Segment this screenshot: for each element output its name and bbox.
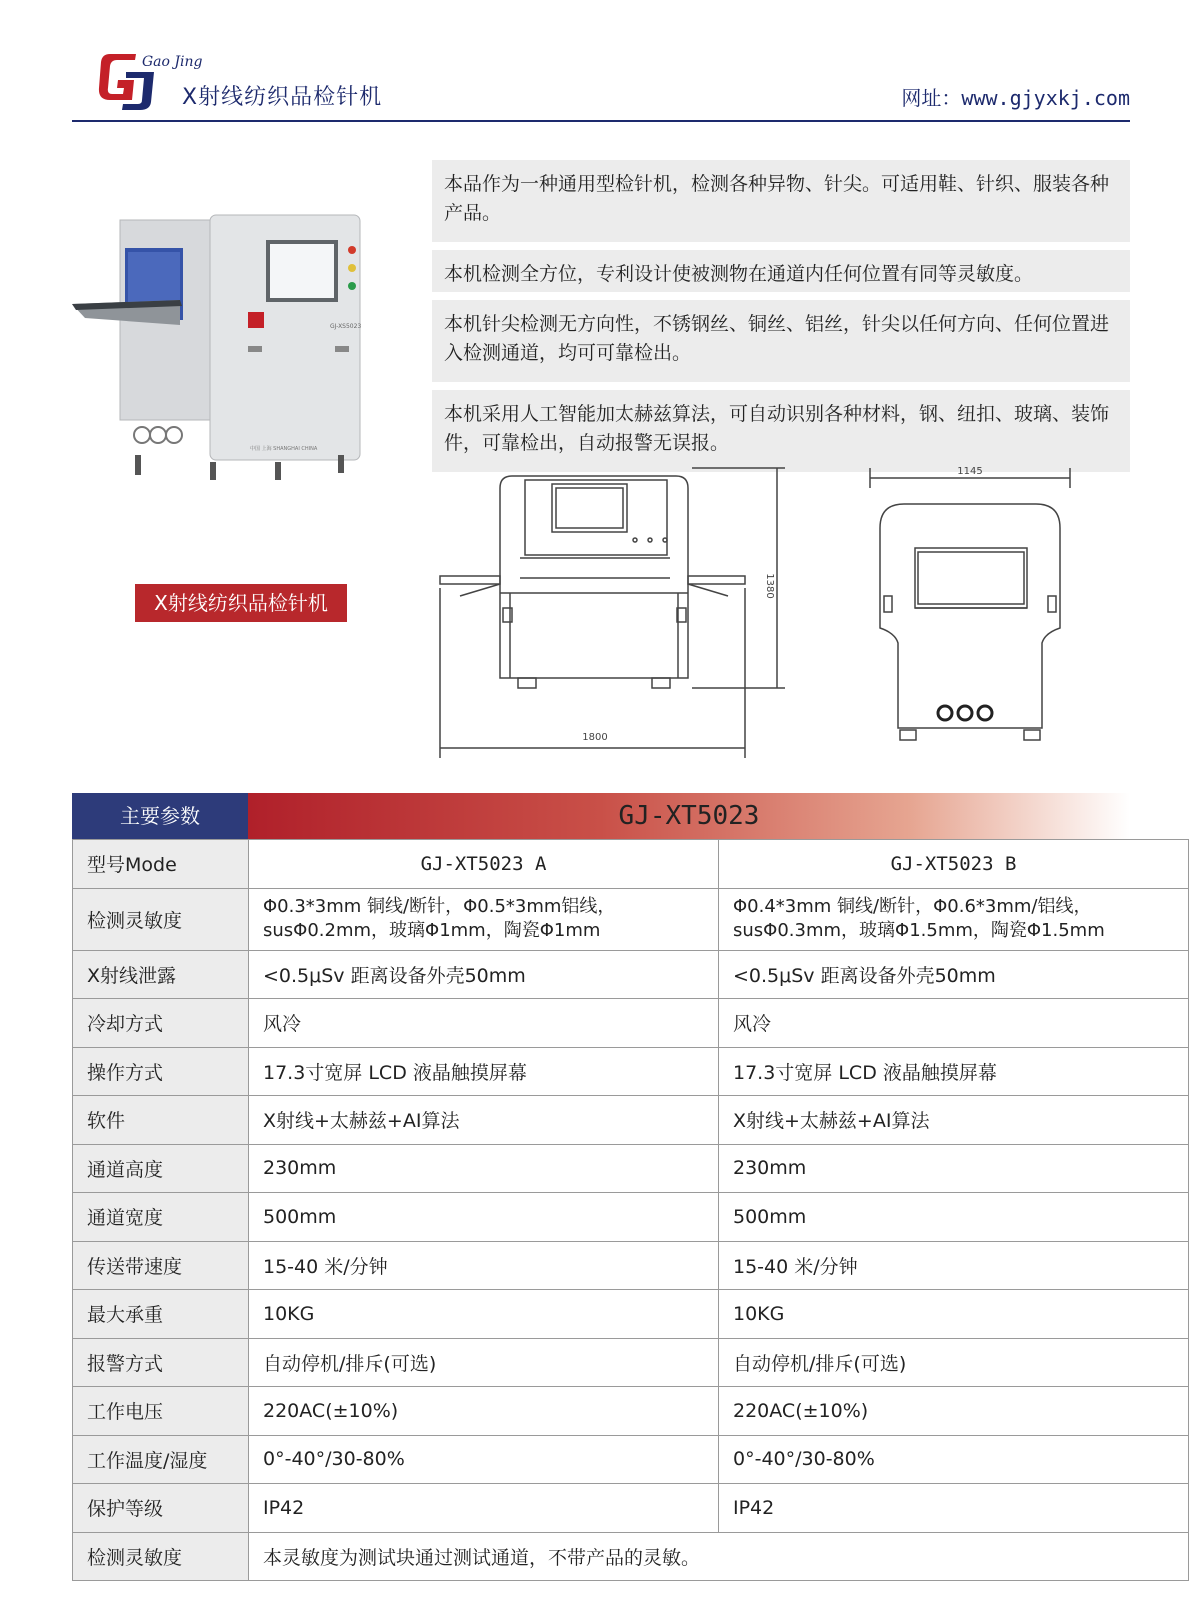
table-row xyxy=(73,840,1189,889)
row-value-b: X射线+太赫兹+AI算法 xyxy=(719,1096,1189,1145)
table-row xyxy=(73,1193,1189,1242)
row-value-a: X射线+太赫兹+AI算法 xyxy=(249,1096,719,1145)
row-key: 操作方式 xyxy=(73,1047,249,1096)
row-value-b: 17.3寸宽屏 LCD 液晶触摸屏幕 xyxy=(719,1047,1189,1096)
row-value-b: IP42 xyxy=(719,1484,1189,1533)
row-value-a: 自动停机/排斥(可选) xyxy=(249,1338,719,1387)
table-row xyxy=(73,1290,1189,1339)
svg-text:Gao Jing: Gao Jing xyxy=(142,54,203,70)
row-key: X射线泄露 xyxy=(73,950,249,999)
row-value-b: Φ0.4*3mm 铜线/断针，Φ0.6*3mm/铝线，susΦ0.3mm，玻璃Φ1.5mm，陶瓷Φ1.5mm xyxy=(719,888,1189,950)
row-value-b: 500mm xyxy=(719,1193,1189,1242)
table-row xyxy=(73,1484,1189,1533)
row-value-a: 17.3寸宽屏 LCD 液晶触摸屏幕 xyxy=(249,1047,719,1096)
row-value-b: <0.5μSv 距离设备外壳50mm xyxy=(719,950,1189,999)
row-key: 型号Mode xyxy=(73,840,249,889)
table-row xyxy=(73,1047,1189,1096)
description-1: 本品作为一种通用型检针机，检测各种异物、针尖。可适用鞋、针织、服装各种产品。 xyxy=(432,160,1130,242)
spec-header xyxy=(72,793,1130,839)
row-key: 工作电压 xyxy=(73,1387,249,1436)
row-key: 报警方式 xyxy=(73,1338,249,1387)
row-value-a: Φ0.3*3mm 铜线/断针，Φ0.5*3mm铝线，susΦ0.2mm，玻璃Φ1mm，陶瓷Φ1mm xyxy=(249,888,719,950)
table-row xyxy=(73,1435,1189,1484)
row-value-a: 15-40 米/分钟 xyxy=(249,1241,719,1290)
spec-table xyxy=(72,839,1189,1581)
row-value-a: 230mm xyxy=(249,1144,719,1193)
header-divider xyxy=(72,120,1130,122)
table-row xyxy=(73,999,1189,1048)
row-value-b: 15-40 米/分钟 xyxy=(719,1241,1189,1290)
table-row xyxy=(73,1338,1189,1387)
row-key: 通道宽度 xyxy=(73,1193,249,1242)
header-title: X射线纺织品检针机 xyxy=(182,85,383,110)
row-value-a: 10KG xyxy=(249,1290,719,1339)
gaojing-logo xyxy=(96,48,203,112)
dimension-height: 1380 xyxy=(764,573,775,599)
dimension-depth: 1145 xyxy=(957,466,983,477)
row-value-a: 0°-40°/30-80% xyxy=(249,1435,719,1484)
row-key: 保护等级 xyxy=(73,1484,249,1533)
row-key: 检测灵敏度 xyxy=(73,888,249,950)
row-value-b: 220AC(±10%) xyxy=(719,1387,1189,1436)
table-row xyxy=(73,1144,1189,1193)
svg-text:中国 上海 SHANGHAI CHINA: 中国 上海 SHANGHAI CHINA xyxy=(250,446,318,452)
row-value-b: 0°-40°/30-80% xyxy=(719,1435,1189,1484)
description-4: 本机采用人工智能加太赫兹算法，可自动识别各种材料，钢、纽扣、玻璃、装饰件，可靠检出，自动报警无误报。 xyxy=(432,390,1130,472)
header-url[interactable]: 网址：www.gjyxkj.com xyxy=(901,86,1130,110)
row-value-a: GJ-XT5023 A xyxy=(249,840,719,889)
row-value-a: <0.5μSv 距离设备外壳50mm xyxy=(249,950,719,999)
product-caption: X射线纺织品检针机 xyxy=(135,584,347,622)
spec-section-label: 主要参数 xyxy=(72,793,248,839)
row-value-b: 230mm xyxy=(719,1144,1189,1193)
front-view-drawing xyxy=(440,468,810,778)
table-row xyxy=(73,888,1189,950)
row-value-a: 风冷 xyxy=(249,999,719,1048)
row-key: 软件 xyxy=(73,1096,249,1145)
row-key: 工作温度/湿度 xyxy=(73,1435,249,1484)
row-key: 最大承重 xyxy=(73,1290,249,1339)
row-value-b: GJ-XT5023 B xyxy=(719,840,1189,889)
table-row xyxy=(73,950,1189,999)
row-key: 通道高度 xyxy=(73,1144,249,1193)
row-value-b: 风冷 xyxy=(719,999,1189,1048)
row-value-a: 220AC(±10%) xyxy=(249,1387,719,1436)
row-key: 传送带速度 xyxy=(73,1241,249,1290)
table-row xyxy=(73,1096,1189,1145)
table-row-footer xyxy=(73,1532,1189,1581)
footer-note: 本灵敏度为测试块通过测试通道，不带产品的灵敏。 xyxy=(249,1532,1189,1581)
description-2: 本机检测全方位，专利设计使被测物在通道内任何位置有同等灵敏度。 xyxy=(432,250,1130,292)
description-3: 本机针尖检测无方向性，不锈钢丝、铜丝、铝丝，针尖以任何方向、任何位置进入检测通道，均可可靠检出。 xyxy=(432,300,1130,382)
dimension-width: 1800 xyxy=(582,732,608,743)
row-key: 检测灵敏度 xyxy=(73,1532,249,1581)
row-value-a: 500mm xyxy=(249,1193,719,1242)
row-value-b: 10KG xyxy=(719,1290,1189,1339)
product-photo xyxy=(70,200,390,500)
table-row xyxy=(73,1387,1189,1436)
row-value-b: 自动停机/排斥(可选) xyxy=(719,1338,1189,1387)
table-row xyxy=(73,1241,1189,1290)
side-view-drawing xyxy=(860,468,1120,768)
row-value-a: IP42 xyxy=(249,1484,719,1533)
spec-model-title: GJ-XT5023 xyxy=(248,793,1130,839)
row-key: 冷却方式 xyxy=(73,999,249,1048)
svg-text:GJ-XS5023: GJ-XS5023 xyxy=(330,323,362,330)
page-header xyxy=(72,44,1130,122)
